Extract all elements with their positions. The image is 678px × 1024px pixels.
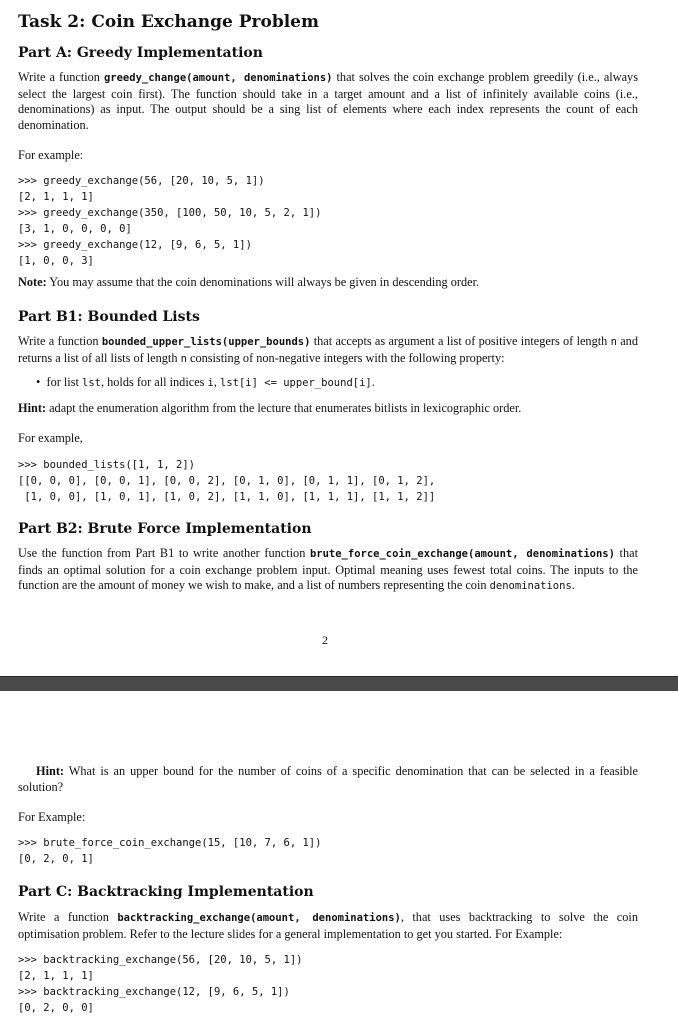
part-b2-heading: Part B2: Brute Force Implementation xyxy=(18,521,312,537)
part-b1-n-var-2: n xyxy=(180,352,187,365)
part-a-heading: Part A: Greedy Implementation xyxy=(18,45,263,61)
part-c-func-args: (amount, denominations) xyxy=(250,912,401,924)
part-b2-denominations-var: denominations xyxy=(489,580,572,592)
part-b1-code-example: >>> bounded_lists([1, 1, 2]) [[0, 0, 0], [0, 0, 1], [0, 0, 2], [0, 1, 0], [0, 1, 1], [0, 1, 2], [1, 0, 0], [1, 0, 1], [1, 0, 2], [1, 1, 0], [1, 1, 1], [1, 1, 2]] xyxy=(18,459,436,503)
part-b2-hint-text: What is an upper bound for the number of coins of a specific denomination that can be selected in a feasible solution? xyxy=(18,764,638,794)
bullet-i: i xyxy=(207,377,214,389)
part-a-code-example: >>> greedy_exchange(56, [20, 10, 5, 1]) [2, 1, 1, 1] >>> greedy_exchange(350, [100, 50, 10, 5, 2, 1]) [3, 1, 0, 0, 0, 0] >>> greedy_exchange(12, [9, 6, 5, 1]) [1, 0, 0, 3] xyxy=(18,175,322,267)
part-b2-hint-label: Hint: xyxy=(36,764,65,778)
part-b2-func-args: (amount, denominations) xyxy=(468,548,615,560)
part-b2-desc-pre: Use the function from Part B1 to write another function xyxy=(18,546,310,560)
part-c-code-example: >>> backtracking_exchange(56, [20, 10, 5, 1]) [2, 1, 1, 1] >>> backtracking_exchange(12, [9, 6, 5, 1]) [0, 2, 0, 0] xyxy=(18,954,303,1014)
part-b1-description xyxy=(18,334,638,367)
part-b1-desc-post: consisting of non-negative integers with the following property: xyxy=(186,350,505,365)
part-a-desc-post: that solves the coin exchange problem greedily (i.e., always select the largest coin first). The function should take in a target amount and a list of infinitely available coins (i.e., denominations) as input. The output should be a sing list of elements where each index represents the count of each denomination. xyxy=(18,70,638,132)
page-divider xyxy=(0,676,678,691)
task-title: Task 2: Coin Exchange Problem xyxy=(18,12,319,32)
bullet-lst: lst xyxy=(82,377,101,389)
part-b2-code-example: >>> brute_force_coin_exchange(15, [10, 7, 6, 1]) [0, 2, 0, 1] xyxy=(18,837,322,865)
part-b1-heading: Part B1: Bounded Lists xyxy=(18,309,200,325)
part-b2-hint xyxy=(18,764,638,795)
page-number: 2 xyxy=(322,633,328,647)
part-b1-desc-mid: that accepts as argument a list of positive integers of length xyxy=(310,334,611,348)
part-b2-example-label: For Example: xyxy=(18,810,86,824)
part-b2-func-name: brute_force_coin_exchange xyxy=(309,548,468,560)
part-b1-n-var: n xyxy=(610,336,617,348)
part-c-heading: Part C: Backtracking Implementation xyxy=(18,884,314,900)
part-b1-hint-label: Hint: xyxy=(18,401,47,415)
part-a-func-args: (amount, denominations) xyxy=(186,72,333,84)
part-a-desc-pre: Write a function xyxy=(18,70,104,84)
part-b1-bullet: • for list lst, holds for all indices i, lst[i] <= upper_bound[i]. xyxy=(36,375,375,389)
bullet-mid: , holds for all indices xyxy=(100,375,208,389)
bullet-pre: for list xyxy=(46,375,82,389)
part-b1-desc-pre: Write a function xyxy=(18,334,102,348)
part-a-description xyxy=(18,70,638,133)
part-b1-func-name: bounded_upper_lists xyxy=(101,336,222,348)
part-b1-desc-mid2: and returns a list of all lists of length xyxy=(18,334,638,365)
part-c-desc-pre: Write a function xyxy=(18,910,118,924)
part-c-description xyxy=(18,910,638,942)
part-b1-hint-text: adapt the enumeration algorithm from the lecture that enumerates bitlists in lexicographic order. xyxy=(46,401,522,415)
part-b2-description xyxy=(18,546,638,595)
bullet-dot-icon: • xyxy=(36,375,41,389)
bullet-expr: lst[i] <= upper_bound[i] xyxy=(220,377,372,389)
part-c-desc-post: , that uses backtracking to solve the coin optimisation problem. Refer to the lecture slides for a general implementation to get you started. For Example: xyxy=(18,910,638,941)
part-a-note-label: Note: xyxy=(18,275,47,289)
part-b2-desc-end: . xyxy=(571,578,575,592)
part-b1-example-label: For example, xyxy=(18,431,83,445)
part-c-func-name: backtracking_exchange xyxy=(117,912,251,924)
document-page-2 xyxy=(0,690,678,1024)
part-b2-desc-post: that finds an optimal solution for a coin exchange problem input. Optimal meaning uses fewest total coins. The inputs to the function are the amount of money we wish to make, and a list of numbers representing the coin xyxy=(18,546,638,592)
part-a-note-text: You may assume that the coin denominations will always be given in descending order. xyxy=(46,275,480,289)
part-b1-hint xyxy=(18,401,638,417)
part-a-func-name: greedy_change xyxy=(103,72,187,84)
part-b1-func-args: (upper_bounds) xyxy=(221,336,311,348)
part-a-example-label: For example: xyxy=(18,148,84,162)
part-a-note xyxy=(18,275,638,291)
